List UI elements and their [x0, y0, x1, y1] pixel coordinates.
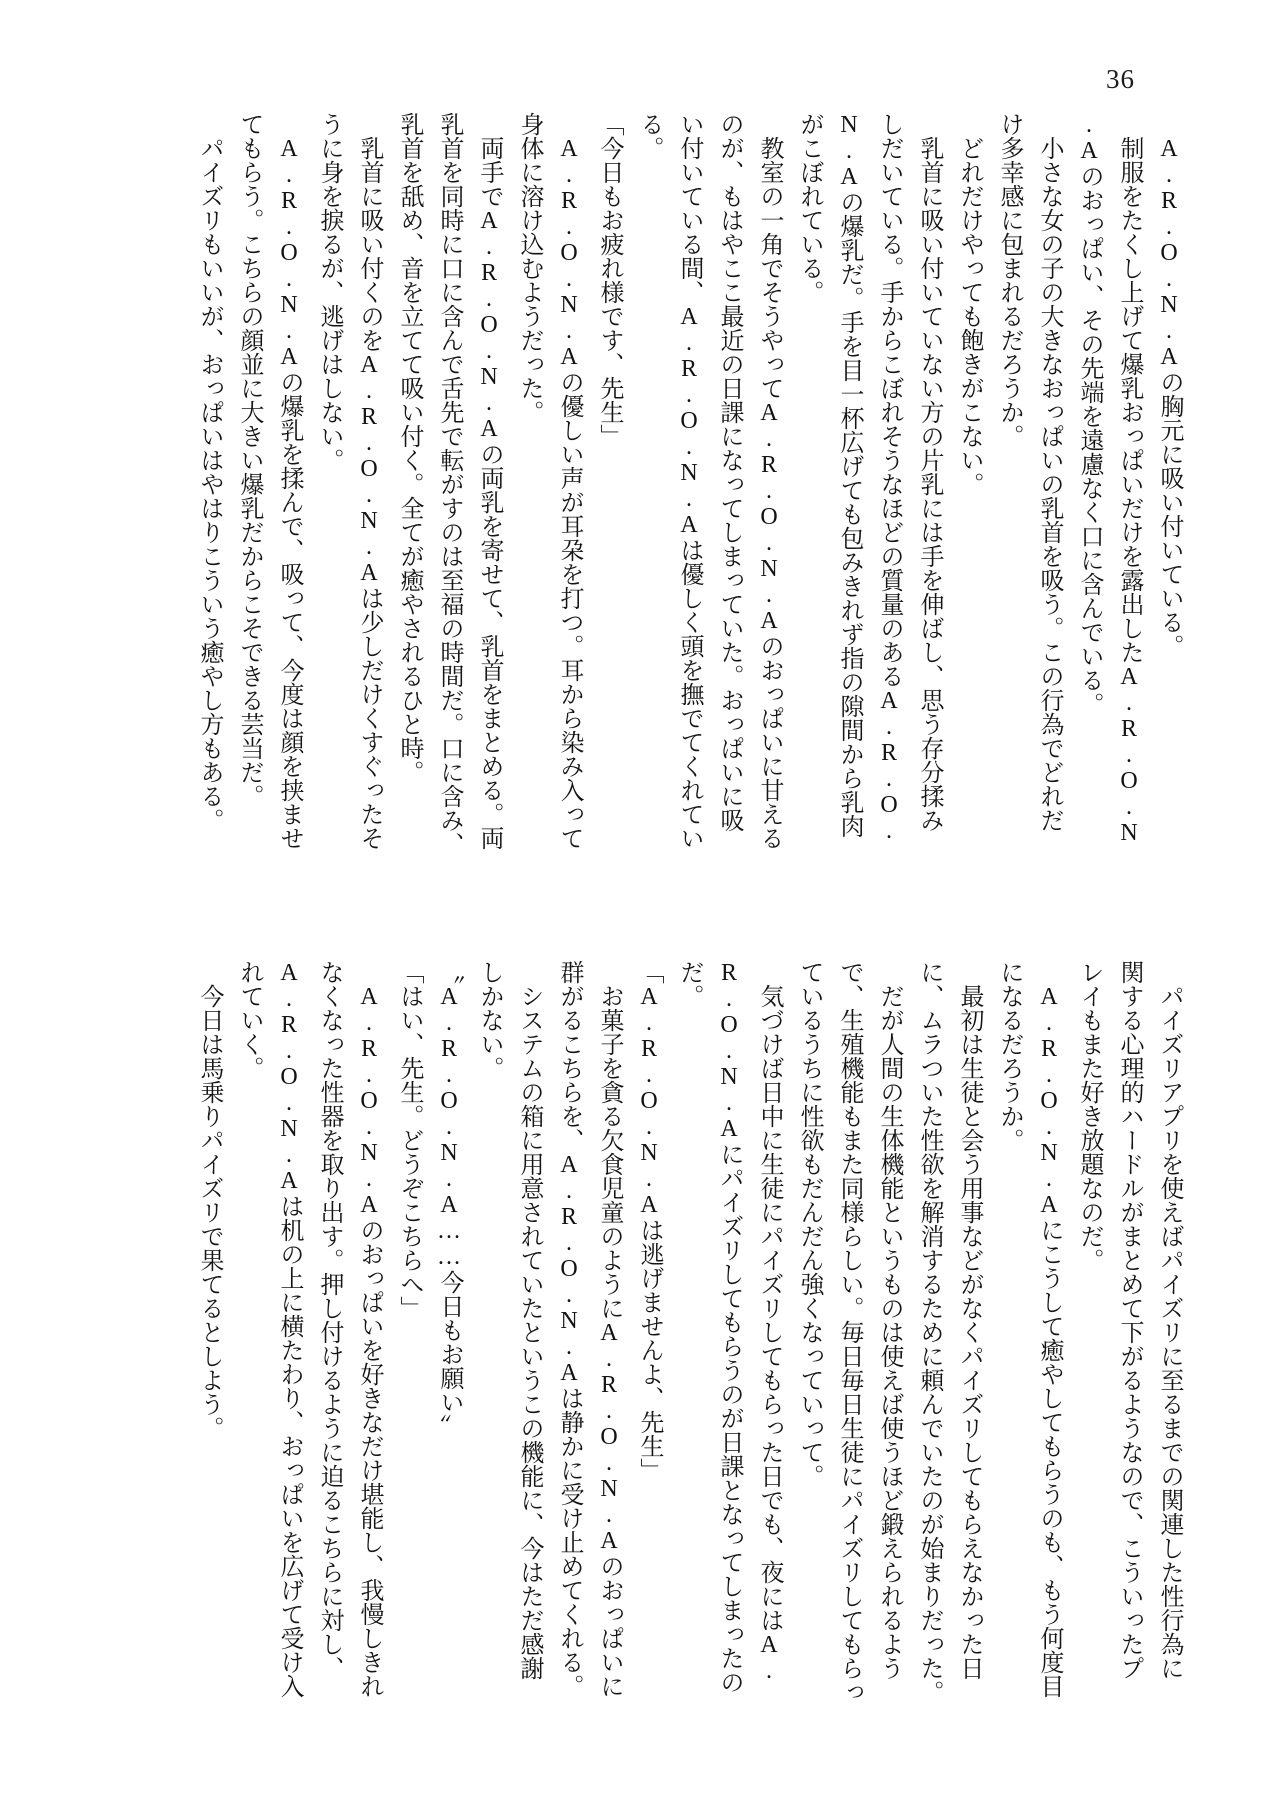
- text-column: 「A.R.O.N.Aは逃げませんよ、先生」: [636, 960, 662, 1482]
- text-column: しかない。: [476, 960, 502, 1080]
- text-column: 関する心理的ハードルがまとめて下がるようなので、こういったプ: [1116, 960, 1142, 1680]
- upper-text-block: [189, 112, 1189, 856]
- text-column: 〝A.R.O.N.A……今日もお願い〟: [436, 960, 462, 1438]
- text-column: だ。: [676, 960, 702, 1008]
- text-column: R.O.N.Aにパイズリしてもらうのが日課となってしまったの: [716, 960, 742, 1694]
- text-column: 両手でA.R.O.N.Aの両乳を寄せて、乳首をまとめる。両: [476, 112, 502, 850]
- text-column: る。: [636, 112, 662, 160]
- text-column: N.Aの爆乳だ。手を目一杯広げても包みきれず指の隙間から乳肉: [836, 112, 862, 838]
- text-column: ているうちに性欲もだんだん強くなっていって。: [796, 960, 822, 1488]
- text-column: 最初は生徒と会う用事などがなくパイズリしてもらえなかった日: [956, 960, 982, 1680]
- text-column: 教室の一角でそうやってA.R.O.N.Aのおっぱいに甘える: [756, 112, 782, 850]
- text-column: パイズリアプリを使えばパイズリに至るまでの関連した性行為に: [1156, 960, 1182, 1680]
- text-column: のが、もはやここ最近の日課になってしまっていた。おっぱいに吸: [716, 112, 742, 832]
- lower-text-block: [189, 960, 1189, 1704]
- text-column: 群がるこちらを、A.R.O.N.Aは静かに受け止めてくれる。: [556, 960, 582, 1698]
- text-column: お菓子を貪る欠食児童のようにA.R.O.N.Aのおっぱいに: [596, 960, 622, 1698]
- text-column: け多幸感に包まれるだろうか。: [996, 112, 1022, 448]
- text-column: 気づけば日中に生徒にパイズリしてもらった日でも、夜にはA.: [756, 960, 782, 1684]
- text-column: しだいている。手からこぼれそうなほどの質量のあるA.R.O.: [876, 112, 902, 844]
- text-column: れていく。: [236, 960, 262, 1080]
- text-column: 乳首を舐め、音を立てて吸い付く。全てが癒やされるひと時。: [396, 112, 422, 784]
- text-column: どれだけやっても飽きがこない。: [956, 112, 982, 496]
- text-column: A.R.O.N.Aの胸元に吸い付いている。: [1156, 112, 1182, 658]
- text-column: い付いている間、A.R.O.N.Aは優しく頭を撫でてくれてい: [676, 112, 702, 850]
- text-column: 乳首を同時に口に含んで舌先で転がすのは至福の時間だ。口に含み、: [436, 112, 462, 856]
- text-column: A.R.O.N.Aにこうして癒やしてもらうのも、もう何度目: [1036, 960, 1062, 1698]
- text-column: だが人間の生体機能というものは使えば使うほど鍛えられるよう: [876, 960, 902, 1680]
- text-column: 乳首に吸い付くのをA.R.O.N.Aは少しだけくすぐったそ: [356, 112, 382, 850]
- text-column: 「はい、先生。どうぞこちらへ」: [396, 960, 422, 1320]
- text-column: なくなった性器を取り出す。押し付けるように迫るこちらに対し、: [316, 960, 342, 1680]
- text-column: 身体に溶け込むようだった。: [516, 112, 542, 424]
- text-column: 「今日もお疲れ様です、先生」: [596, 112, 622, 448]
- text-column: で、生殖機能もまた同様らしい。毎日毎日生徒にパイズリしてもらっ: [836, 960, 862, 1704]
- text-column: A.R.O.N.Aは机の上に横たわり、おっぱいを広げて受け入: [276, 960, 302, 1698]
- text-column: てもらう。こちらの顔並に大きい爆乳だからこそできる芸当だ。: [236, 112, 262, 808]
- text-column: A.R.O.N.Aのおっぱいを好きなだけ堪能し、我慢しきれ: [356, 960, 382, 1698]
- page-number: 36: [1106, 64, 1135, 94]
- text-column: レイもまた好き放題なのだ。: [1076, 960, 1102, 1272]
- text-column: に、ムラついた性欲を解消するために頼んでいたのが始まりだった。: [916, 960, 942, 1704]
- text-column: 制服をたくし上げて爆乳おっぱいだけを露出したA.R.O.N: [1116, 112, 1142, 846]
- text-column: A.R.O.N.Aの優しい声が耳朶を打つ。耳から染み入って: [556, 112, 582, 850]
- text-column: になるだろうか。: [996, 960, 1022, 1152]
- text-column: A.R.O.N.Aの爆乳を揉んで、吸って、今度は顔を挟ませ: [276, 112, 302, 850]
- text-column: 今日は馬乗りパイズリで果てるとしよう。: [196, 960, 222, 1440]
- text-column: システムの箱に用意されていたというこの機能に、今はただ感謝: [516, 960, 542, 1680]
- text-column: がこぼれている。: [796, 112, 822, 304]
- text-column: 乳首に吸い付いていない方の片乳には手を伸ばし、思う存分揉み: [916, 112, 942, 832]
- text-column: .Aのおっぱい、その先端を遠慮なく口に含んでいる。: [1076, 112, 1102, 716]
- text-column: 小さな女の子の大きなおっぱいの乳首を吸う。この行為でどれだ: [1036, 112, 1062, 832]
- text-column: パイズリもいいが、おっぱいはやはりこういう癒やし方もある。: [196, 112, 222, 832]
- text-column: うに身を捩るが、逃げはしない。: [316, 112, 342, 472]
